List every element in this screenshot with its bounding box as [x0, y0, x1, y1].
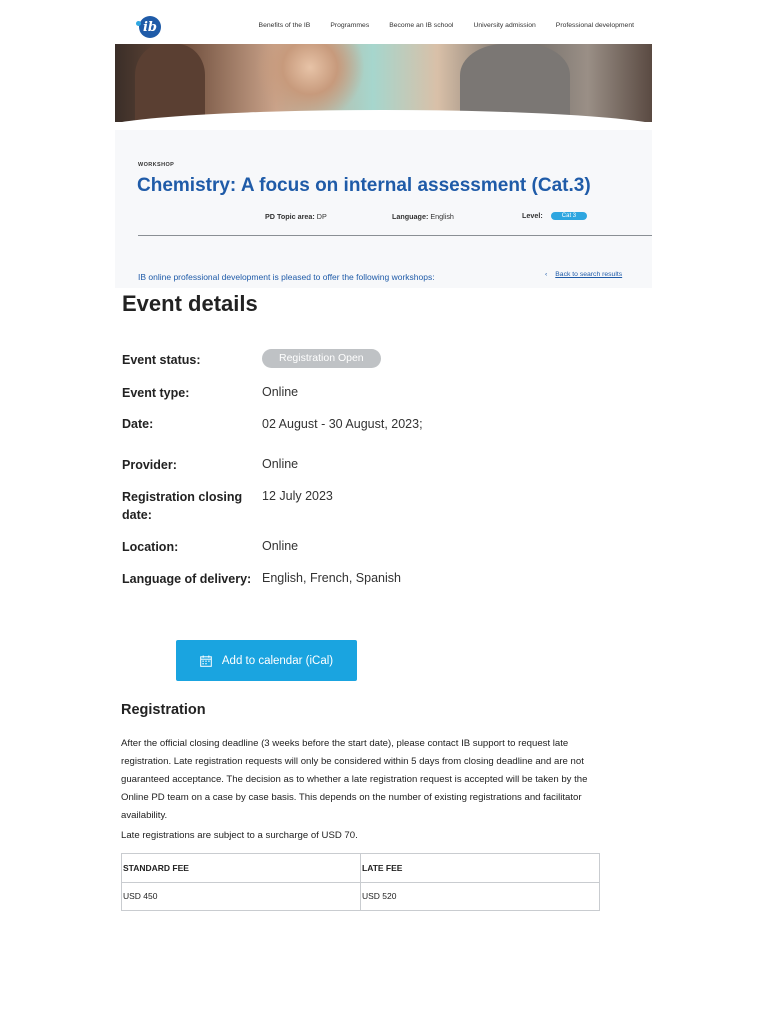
pd-topic-meta: [265, 212, 327, 221]
language-delivery-value: English, French, Spanish: [262, 571, 401, 585]
level-meta: [522, 211, 587, 220]
language-delivery-label: Language of delivery:: [122, 572, 252, 586]
late-fee-value: USD 520: [361, 882, 600, 911]
fee-table: [121, 853, 600, 911]
ib-logo[interactable]: ib: [139, 16, 161, 38]
language-label: Language:: [392, 212, 429, 221]
registration-closing-value: 12 July 2023: [262, 489, 333, 503]
divider: [138, 235, 652, 236]
back-to-search-link[interactable]: [545, 271, 622, 278]
provider-value: Online: [262, 457, 299, 471]
add-to-calendar-button[interactable]: [176, 640, 357, 681]
language-value: English: [430, 212, 454, 221]
add-to-calendar-label: Add to calendar (iCal): [221, 654, 334, 667]
registration-closing-label: Registration closing date:: [122, 490, 243, 522]
date-value: 02 August - 30 August, 2023;: [262, 417, 423, 431]
location-value: Online: [262, 539, 299, 553]
table-row: [122, 882, 600, 911]
location-label: Location:: [122, 540, 179, 554]
hero-person-shape: [135, 44, 205, 122]
registration-heading: Registration: [121, 702, 206, 718]
date-label: Date:: [122, 417, 154, 431]
event-status-value: [262, 351, 432, 368]
nav-link-professional-development[interactable]: Professional development: [555, 22, 634, 29]
nav-link-benefits[interactable]: Benefits of the IB: [258, 22, 311, 29]
event-status-label: Event status:: [122, 353, 201, 367]
top-nav: [115, 10, 652, 44]
calendar-icon: [200, 655, 212, 667]
provider-label: Provider:: [122, 458, 177, 472]
pd-topic-label: PD Topic area:: [265, 212, 315, 221]
standard-fee-header: STANDARD FEE: [122, 854, 361, 883]
nav-links: [259, 22, 634, 29]
nav-link-become-school[interactable]: Become an IB school: [389, 22, 454, 29]
page-title: Chemistry: A focus on internal assessment (Cat.3): [137, 175, 591, 196]
event-type-label: Event type:: [122, 386, 190, 400]
surcharge-note: Late registrations are subject to a surcharge of USD 70.: [121, 830, 358, 841]
status-badge: Registration Open: [262, 349, 381, 368]
workshop-header: [115, 130, 652, 288]
hero-image: [115, 44, 652, 122]
back-link-label: Back to search results: [555, 271, 623, 278]
hero-person-shape: [460, 44, 570, 122]
language-meta: [392, 212, 454, 221]
level-badge: Cat 3: [551, 212, 587, 220]
workshop-kicker: WORKSHOP: [138, 162, 175, 168]
registration-paragraph: After the official closing deadline (3 weeks before the start date), please contact IB support to request late registration. Late registration requests will only be considered within 5 days from closing deadline and are not guaranteed acceptance. The decision as to whether a late registration request is accepted will be taken by the Online PD team on a case by case basis. This depends on the number of existing registrations and facilitator availability.: [121, 738, 588, 821]
table-header-row: [122, 854, 600, 883]
standard-fee-value: USD 450: [122, 882, 361, 911]
event-details-heading: Event details: [122, 291, 258, 316]
level-label: Level:: [522, 211, 543, 220]
chevron-left-icon: ‹: [545, 271, 548, 278]
offer-text: IB online professional development is pleased to offer the following workshops:: [138, 272, 435, 282]
pd-topic-value: DP: [316, 212, 327, 221]
event-type-value: Online: [262, 385, 299, 399]
late-fee-header: LATE FEE: [361, 854, 600, 883]
nav-link-university[interactable]: University admission: [473, 22, 536, 29]
nav-link-programmes[interactable]: Programmes: [330, 22, 370, 29]
